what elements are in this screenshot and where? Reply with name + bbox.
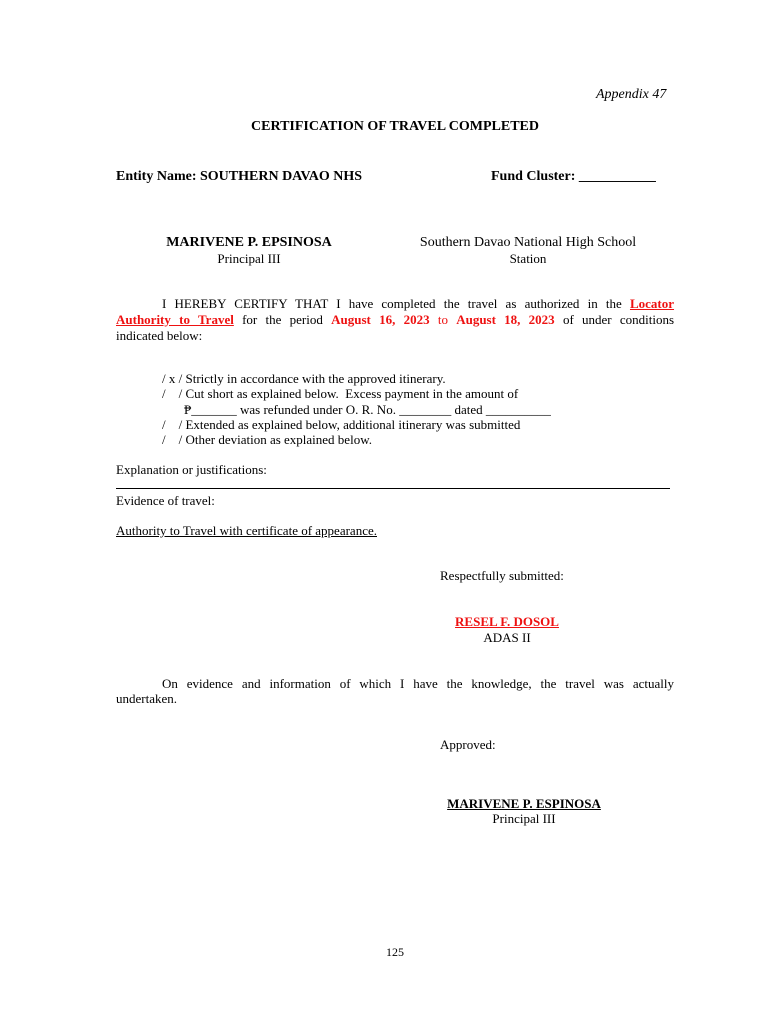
conditions-text: of under conditions bbox=[562, 312, 675, 327]
certification-line-3: indicated below: bbox=[116, 328, 203, 343]
condition-refund: ₱_______ was refunded under O. R. No. ________ dated __________ bbox=[184, 402, 551, 417]
locator-link-part-2: Authority to Travel bbox=[116, 312, 234, 327]
submitted-label: Respectfully submitted: bbox=[440, 568, 564, 583]
officer-name: MARIVENE P. EPSINOSA bbox=[166, 235, 332, 250]
condition-extended: / / Extended as explained below, additional itinerary was submitted bbox=[162, 417, 521, 432]
condition-cut-short: / / Cut short as explained below. Excess payment in the amount of bbox=[162, 386, 519, 401]
certification-text: I HEREBY CERTIFY THAT I have completed the travel as authorized in the bbox=[162, 296, 622, 311]
fund-cluster-value: ___________ bbox=[578, 169, 656, 184]
entity-name-row bbox=[116, 169, 362, 185]
evidence-label: Evidence of travel: bbox=[116, 493, 215, 508]
document-title: CERTIFICATION OF TRAVEL COMPLETED bbox=[251, 119, 539, 134]
period-label: for the period bbox=[242, 312, 323, 327]
officer-position: Principal III bbox=[217, 251, 281, 266]
fund-cluster-row bbox=[491, 169, 656, 185]
fund-cluster-label: Fund Cluster: bbox=[491, 169, 576, 184]
approver-name: MARIVENE P. ESPINOSA bbox=[447, 796, 601, 811]
attestation-line-2: undertaken. bbox=[116, 691, 178, 706]
attestation-line-1: On evidence and information of which I have the knowledge, the travel was actually bbox=[162, 676, 674, 691]
submitter-name: RESEL F. DOSOL bbox=[455, 614, 559, 629]
condition-strict: / x / Strictly in accordance with the approved itinerary. bbox=[162, 371, 446, 386]
date-separator: to bbox=[437, 312, 448, 327]
locator-link-part-1: Locator bbox=[629, 296, 675, 311]
certification-line-2 bbox=[116, 312, 674, 328]
evidence-value: Authority to Travel with certificate of appearance. bbox=[116, 523, 377, 538]
station-name: Southern Davao National High School bbox=[419, 235, 637, 250]
entity-name-value: SOUTHERN DAVAO NHS bbox=[200, 169, 363, 184]
page-number: 125 bbox=[386, 945, 404, 959]
date-from: August 16, 2023 bbox=[331, 312, 430, 327]
explanation-label: Explanation or justifications: bbox=[116, 462, 267, 477]
submitter-position: ADAS II bbox=[483, 630, 531, 645]
date-to: August 18, 2023 bbox=[456, 312, 555, 327]
station-label: Station bbox=[509, 251, 547, 266]
approved-label: Approved: bbox=[440, 737, 496, 752]
appendix-label: Appendix 47 bbox=[596, 87, 667, 102]
approver-position: Principal III bbox=[492, 811, 556, 826]
certification-line-1 bbox=[162, 296, 674, 312]
explanation-rule bbox=[116, 488, 670, 489]
condition-other: / / Other deviation as explained below. bbox=[162, 432, 372, 447]
entity-name-label: Entity Name: bbox=[116, 169, 197, 184]
